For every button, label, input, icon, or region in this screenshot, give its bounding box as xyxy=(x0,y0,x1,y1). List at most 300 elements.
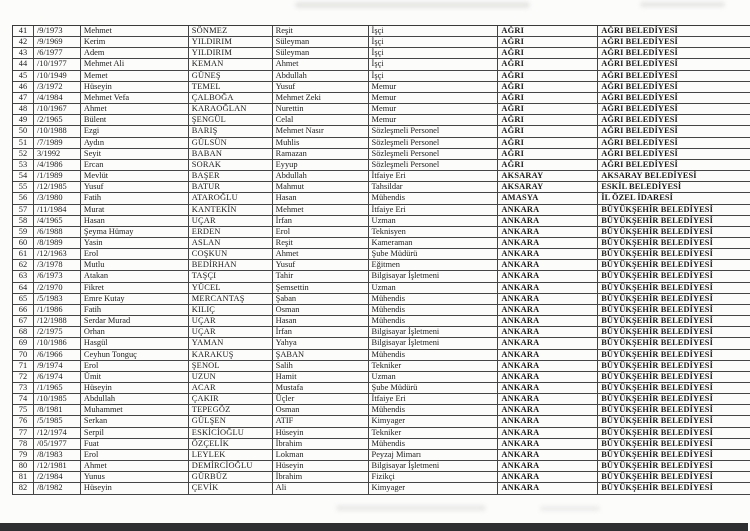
table-cell-first_name: Hüseyin xyxy=(81,82,189,92)
table-cell-province: ANKARA xyxy=(498,271,598,281)
table-cell-first_name: Memet xyxy=(81,71,189,81)
table-cell-father_name: Abdullah xyxy=(273,171,369,181)
table-cell-row_no: 56 xyxy=(13,193,34,203)
table-cell-birth_date: /2/1984 xyxy=(34,472,81,482)
table-cell-occupation: Memur xyxy=(369,93,499,103)
table-cell-first_name: Mutlu xyxy=(81,260,189,270)
table-cell-father_name: Eyyup xyxy=(273,160,369,170)
table-cell-organization: AĞRI BELEDİYESİ xyxy=(601,70,678,80)
table-row xyxy=(13,350,750,361)
table-cell-organization: AĞRI BELEDİYESİ xyxy=(601,148,678,158)
personnel-table xyxy=(12,25,750,495)
table-cell-province: ANKARA xyxy=(498,216,598,226)
table-cell-organization: BÜYÜKŞEHİR BELEDİYESİ xyxy=(601,260,713,270)
table-cell-province: AĞRI xyxy=(498,82,598,92)
table-cell-occupation: Memur xyxy=(369,115,499,125)
table-row xyxy=(13,249,750,260)
table-cell-organization: BÜYÜKŞEHİR BELEDİYESİ xyxy=(601,461,713,471)
table-cell-birth_date: /8/1983 xyxy=(34,450,81,460)
table-cell-occupation: Sözleşmeli Personel xyxy=(369,138,499,148)
table-cell-last_name: YILDIRIM xyxy=(189,37,273,47)
table-cell-row_no: 65 xyxy=(13,294,34,304)
table-cell-row_no: 47 xyxy=(13,93,34,103)
table-row xyxy=(13,416,750,427)
table-cell-occupation: Mühendis xyxy=(369,316,499,326)
table-cell-row_no: 61 xyxy=(13,249,34,259)
table-cell-last_name: UÇAR xyxy=(189,216,273,226)
table-cell-first_name: Şeyma Hümay xyxy=(81,227,189,237)
table-cell-birth_date: /10/1977 xyxy=(34,59,81,69)
table-row xyxy=(13,149,750,160)
table-row xyxy=(13,338,750,349)
table-cell-father_name: Hasan xyxy=(273,193,369,203)
table-row xyxy=(13,394,750,405)
table-cell-province: ANKARA xyxy=(498,472,598,482)
table-cell-province: ANKARA xyxy=(498,305,598,315)
table-row xyxy=(13,316,750,327)
table-row xyxy=(13,305,750,316)
table-row xyxy=(13,461,750,472)
table-cell-organization: BÜYÜKŞEHİR BELEDİYESİ xyxy=(601,371,713,381)
table-cell-province: ANKARA xyxy=(498,483,598,493)
table-cell-last_name: GÜNEŞ xyxy=(189,71,273,81)
table-cell-last_name: UZUN xyxy=(189,372,273,382)
table-row xyxy=(13,428,750,439)
table-cell-province: AKSARAY xyxy=(498,182,598,192)
table-cell-organization: BÜYÜKŞEHİR BELEDİYESİ xyxy=(601,327,713,337)
table-cell-occupation: Memur xyxy=(369,104,499,114)
table-cell-father_name: Ramazan xyxy=(273,149,369,159)
table-cell-occupation: Peyzaj Mimarı xyxy=(369,450,499,460)
table-cell-province: AĞRI xyxy=(498,59,598,69)
table-cell-birth_date: /12/1981 xyxy=(34,461,81,471)
table-cell-first_name: Erol xyxy=(81,361,189,371)
table-cell-organization: AĞRI BELEDİYESİ xyxy=(601,115,678,125)
table-cell-row_no: 43 xyxy=(13,48,34,58)
table-cell-organization: İL ÖZEL İDARESİ xyxy=(601,193,674,203)
table-cell-birth_date: /10/1988 xyxy=(34,126,81,136)
table-cell-last_name: KILIÇ xyxy=(189,305,273,315)
table-cell-occupation: Bilgisayar İşletmeni xyxy=(369,327,499,337)
table-row xyxy=(13,372,750,383)
table-cell-row_no: 54 xyxy=(13,171,34,181)
table-cell-father_name: Salih xyxy=(273,361,369,371)
table-cell-birth_date: /8/1989 xyxy=(34,238,81,248)
table-cell-province: ANKARA xyxy=(498,249,598,259)
table-cell-province: ANKARA xyxy=(498,205,598,215)
table-cell-father_name: Mahmut xyxy=(273,182,369,192)
table-cell-first_name: Mehmet xyxy=(81,26,189,36)
table-cell-last_name: YÜCEL xyxy=(189,283,273,293)
table-cell-first_name: Ahmet xyxy=(81,104,189,114)
table-cell-organization: BÜYÜKŞEHİR BELEDİYESİ xyxy=(601,483,713,493)
table-cell-father_name: Nurettin xyxy=(273,104,369,114)
table-cell-father_name: Süleyman xyxy=(273,48,369,58)
table-row xyxy=(13,271,750,282)
table-cell-row_no: 42 xyxy=(13,37,34,47)
table-cell-first_name: Ceyhun Tonguç xyxy=(81,350,189,360)
table-cell-occupation: Bilgisayar İşletmeni xyxy=(369,338,499,348)
table-cell-birth_date: /2/1965 xyxy=(34,115,81,125)
table-cell-province: ANKARA xyxy=(498,316,598,326)
table-cell-father_name: Reşit xyxy=(273,26,369,36)
table-cell-organization: AĞRI BELEDİYESİ xyxy=(601,59,678,69)
table-row xyxy=(13,71,750,82)
table-cell-father_name: İrfan xyxy=(273,216,369,226)
table-cell-organization: AĞRI BELEDİYESİ xyxy=(601,92,678,102)
table-cell-province: AĞRI xyxy=(498,71,598,81)
table-cell-occupation: Fizikçi xyxy=(369,472,499,482)
table-cell-birth_date: /1/1989 xyxy=(34,171,81,181)
table-cell-birth_date: /7/1989 xyxy=(34,138,81,148)
table-cell-last_name: ÇEVİK xyxy=(189,483,273,493)
table-cell-last_name: UÇAR xyxy=(189,316,273,326)
table-cell-father_name: Lokman xyxy=(273,450,369,460)
table-cell-organization: BÜYÜKŞEHİR BELEDİYESİ xyxy=(601,383,713,392)
table-cell-birth_date: /5/1985 xyxy=(34,416,81,426)
table-cell-occupation: İşçi xyxy=(369,71,499,81)
table-cell-row_no: 52 xyxy=(13,149,34,159)
table-cell-last_name: BAŞER xyxy=(189,171,273,181)
table-cell-occupation: Memur xyxy=(369,82,499,92)
table-cell-row_no: 77 xyxy=(13,428,34,438)
table-cell-occupation: Bilgisayar İşletmeni xyxy=(369,271,499,281)
table-row xyxy=(13,327,750,338)
table-cell-occupation: Uzman xyxy=(369,372,499,382)
table-cell-last_name: ŞENGÜL xyxy=(189,115,273,125)
table-cell-occupation: Kimyager xyxy=(369,483,499,493)
table-cell-last_name: BARIŞ xyxy=(189,126,273,136)
table-cell-province: ANKARA xyxy=(498,439,598,449)
table-cell-occupation: Sözleşmeli Personel xyxy=(369,160,499,170)
table-cell-first_name: Atakan xyxy=(81,271,189,281)
table-cell-first_name: Serkan xyxy=(81,416,189,426)
table-cell-row_no: 60 xyxy=(13,238,34,248)
table-cell-birth_date: /6/1977 xyxy=(34,48,81,58)
table-cell-organization: BÜYÜKŞEHİR BELEDİYESİ xyxy=(601,472,713,482)
table-cell-province: AĞRI xyxy=(498,138,598,148)
table-cell-last_name: YILDIRIM xyxy=(189,48,273,58)
table-cell-birth_date: /10/1949 xyxy=(34,71,81,81)
table-row xyxy=(13,193,750,204)
table-cell-province: AMASYA xyxy=(498,193,598,203)
table-cell-birth_date: /6/1974 xyxy=(34,372,81,382)
table-cell-last_name: TEMEL xyxy=(189,82,273,92)
scan-artifact xyxy=(336,505,486,511)
table-cell-row_no: 53 xyxy=(13,160,34,170)
table-cell-father_name: Erol xyxy=(273,227,369,237)
table-row xyxy=(13,82,750,93)
table-cell-last_name: GÜRBÜZ xyxy=(189,472,273,482)
table-cell-province: AĞRI xyxy=(498,37,598,47)
table-cell-province: ANKARA xyxy=(498,238,598,248)
table-cell-row_no: 76 xyxy=(13,416,34,426)
table-cell-province: ANKARA xyxy=(498,461,598,471)
table-cell-organization: BÜYÜKŞEHİR BELEDİYESİ xyxy=(601,282,713,292)
table-cell-last_name: GÜLŞEN xyxy=(189,416,273,426)
table-cell-organization: BÜYÜKŞEHİR BELEDİYESİ xyxy=(601,215,713,225)
table-cell-occupation: Tekniker xyxy=(369,361,499,371)
table-row xyxy=(13,138,750,149)
table-cell-first_name: Yasin xyxy=(81,238,189,248)
table-cell-organization: ESKİL BELEDİYESİ xyxy=(601,182,682,192)
table-cell-father_name: Mustafa xyxy=(273,383,369,393)
table-row xyxy=(13,283,750,294)
table-cell-row_no: 55 xyxy=(13,182,34,192)
table-cell-occupation: Sözleşmeli Personel xyxy=(369,126,499,136)
table-row xyxy=(13,227,750,238)
table-row xyxy=(13,171,750,182)
table-cell-first_name: Hüseyin xyxy=(81,383,189,393)
table-cell-first_name: Mevlüt xyxy=(81,171,189,181)
table-cell-last_name: DEMİRCİOĞLU xyxy=(189,461,273,471)
table-cell-organization: BÜYÜKŞEHİR BELEDİYESİ xyxy=(601,237,713,247)
table-cell-row_no: 75 xyxy=(13,405,34,415)
table-cell-province: ANKARA xyxy=(498,350,598,360)
table-cell-province: AĞRI xyxy=(498,48,598,58)
table-cell-organization: BÜYÜKŞEHİR BELEDİYESİ xyxy=(601,293,713,303)
table-cell-row_no: 59 xyxy=(13,227,34,237)
table-row xyxy=(13,126,750,137)
table-cell-birth_date: /4/1965 xyxy=(34,216,81,226)
table-cell-province: ANKARA xyxy=(498,361,598,371)
table-row xyxy=(13,59,750,70)
table-cell-last_name: ERDEN xyxy=(189,227,273,237)
table-cell-first_name: Hüseyin xyxy=(81,483,189,493)
table-cell-row_no: 57 xyxy=(13,205,34,215)
table-cell-father_name: Mehmet xyxy=(273,205,369,215)
table-cell-occupation: Mühendis xyxy=(369,305,499,315)
table-cell-occupation: İşçi xyxy=(369,48,499,58)
table-cell-province: AĞRI xyxy=(498,26,598,36)
table-cell-organization: AĞRI BELEDİYESİ xyxy=(601,159,678,169)
table-cell-first_name: Orhan xyxy=(81,327,189,337)
table-cell-birth_date: /6/1988 xyxy=(34,227,81,237)
table-cell-first_name: Serpil xyxy=(81,428,189,438)
table-cell-last_name: ÖZÇELİK xyxy=(189,439,273,449)
table-cell-father_name: Üçler xyxy=(273,394,369,404)
table-cell-first_name: Abdullah xyxy=(81,394,189,404)
table-cell-row_no: 78 xyxy=(13,439,34,449)
table-cell-birth_date: /5/1983 xyxy=(34,294,81,304)
table-cell-first_name: Bülent xyxy=(81,115,189,125)
table-cell-province: ANKARA xyxy=(498,372,598,382)
table-cell-organization: AĞRI BELEDİYESİ xyxy=(601,26,678,35)
table-cell-organization: AĞRI BELEDİYESİ xyxy=(601,126,678,136)
table-cell-organization: BÜYÜKŞEHİR BELEDİYESİ xyxy=(601,204,713,214)
table-cell-occupation: Tahsildar xyxy=(369,182,499,192)
table-cell-province: ANKARA xyxy=(498,383,598,393)
table-cell-last_name: TEPEGÖZ xyxy=(189,405,273,415)
table-cell-birth_date: /05/1977 xyxy=(34,439,81,449)
table-cell-birth_date: /11/1984 xyxy=(34,205,81,215)
table-row xyxy=(13,472,750,483)
table-cell-father_name: Şemsettin xyxy=(273,283,369,293)
table-cell-organization: AĞRI BELEDİYESİ xyxy=(601,48,678,58)
table-cell-last_name: BABAN xyxy=(189,149,273,159)
table-cell-father_name: Yusuf xyxy=(273,82,369,92)
table-cell-first_name: Ezgi xyxy=(81,126,189,136)
table-cell-last_name: KEMAN xyxy=(189,59,273,69)
table-cell-birth_date: /6/1973 xyxy=(34,271,81,281)
table-cell-organization: BÜYÜKŞEHİR BELEDİYESİ xyxy=(601,349,713,359)
table-cell-birth_date: /10/1985 xyxy=(34,394,81,404)
table-cell-first_name: Muhammet xyxy=(81,405,189,415)
table-cell-organization: BÜYÜKŞEHİR BELEDİYESİ xyxy=(601,226,713,236)
table-cell-first_name: Fatih xyxy=(81,193,189,203)
table-cell-first_name: Kerim xyxy=(81,37,189,47)
table-cell-last_name: SORAK xyxy=(189,160,273,170)
table-cell-organization: BÜYÜKŞEHİR BELEDİYESİ xyxy=(601,316,713,326)
table-cell-province: AĞRI xyxy=(498,93,598,103)
table-cell-birth_date: 3/1992 xyxy=(34,149,81,159)
table-cell-province: AĞRI xyxy=(498,115,598,125)
table-cell-row_no: 69 xyxy=(13,338,34,348)
table-cell-first_name: Mehmet Ali xyxy=(81,59,189,69)
table-cell-father_name: Hüseyin xyxy=(273,461,369,471)
table-cell-province: ANKARA xyxy=(498,405,598,415)
table-cell-birth_date: /9/1969 xyxy=(34,37,81,47)
table-cell-last_name: KANTEKİN xyxy=(189,205,273,215)
table-cell-occupation: İşçi xyxy=(369,26,499,36)
table-cell-organization: AĞRI BELEDİYESİ xyxy=(601,137,678,147)
table-cell-first_name: Hasgül xyxy=(81,338,189,348)
table-row xyxy=(13,260,750,271)
table-cell-row_no: 74 xyxy=(13,394,34,404)
table-cell-occupation: İtfaiye Eri xyxy=(369,171,499,181)
table-cell-organization: BÜYÜKŞEHİR BELEDİYESİ xyxy=(601,304,713,314)
table-cell-first_name: Mehmet Vefa xyxy=(81,93,189,103)
table-cell-last_name: TAŞÇI xyxy=(189,271,273,281)
table-cell-first_name: Erol xyxy=(81,249,189,259)
table-cell-organization: BÜYÜKŞEHİR BELEDİYESİ xyxy=(601,271,713,281)
table-cell-occupation: Bilgisayar İşletmeni xyxy=(369,461,499,471)
table-cell-first_name: Fatih xyxy=(81,305,189,315)
table-cell-first_name: Ahmet xyxy=(81,461,189,471)
table-cell-father_name: Muhlis xyxy=(273,138,369,148)
table-cell-birth_date: /8/1982 xyxy=(34,483,81,493)
table-cell-last_name: BATUR xyxy=(189,182,273,192)
table-cell-father_name: ATIF xyxy=(273,416,369,426)
table-row xyxy=(13,405,750,416)
table-cell-last_name: UÇAR xyxy=(189,327,273,337)
table-cell-occupation: İtfaiye Eri xyxy=(369,394,499,404)
table-cell-birth_date: /1/1986 xyxy=(34,305,81,315)
table-cell-province: ANKARA xyxy=(498,260,598,270)
table-cell-occupation: İşçi xyxy=(369,37,499,47)
table-cell-organization: AĞRI BELEDİYESİ xyxy=(601,81,678,91)
table-cell-organization: BÜYÜKŞEHİR BELEDİYESİ xyxy=(601,394,713,404)
table-cell-last_name: BEDİRHAN xyxy=(189,260,273,270)
table-cell-row_no: 45 xyxy=(13,71,34,81)
table-cell-first_name: Seyit xyxy=(81,149,189,159)
table-cell-occupation: İşçi xyxy=(369,59,499,69)
table-cell-occupation: Uzman xyxy=(369,216,499,226)
table-cell-first_name: Hasan xyxy=(81,216,189,226)
table-cell-father_name: Ali xyxy=(273,483,369,493)
table-cell-birth_date: /9/1973 xyxy=(34,26,81,36)
table-row xyxy=(13,450,750,461)
table-cell-occupation: Teknisyen xyxy=(369,227,499,237)
table-cell-birth_date: /10/1986 xyxy=(34,338,81,348)
table-cell-birth_date: /6/1966 xyxy=(34,350,81,360)
table-cell-father_name: Tahir xyxy=(273,271,369,281)
table-cell-organization: BÜYÜKŞEHİR BELEDİYESİ xyxy=(601,338,713,348)
table-cell-last_name: YAMAN xyxy=(189,338,273,348)
table-cell-father_name: Şaban xyxy=(273,294,369,304)
table-cell-last_name: MERCANTAŞ xyxy=(189,294,273,304)
table-cell-occupation: İtfaiye Eri xyxy=(369,205,499,215)
table-cell-father_name: Hamit xyxy=(273,372,369,382)
table-cell-province: ANKARA xyxy=(498,338,598,348)
table-cell-father_name: Süleyman xyxy=(273,37,369,47)
table-cell-father_name: Hüseyin xyxy=(273,428,369,438)
table-cell-row_no: 73 xyxy=(13,383,34,393)
table-row xyxy=(13,383,750,394)
table-cell-row_no: 46 xyxy=(13,82,34,92)
table-row xyxy=(13,93,750,104)
scan-artifact xyxy=(295,2,530,8)
table-cell-occupation: Mühendis xyxy=(369,350,499,360)
table-cell-father_name: Yahya xyxy=(273,338,369,348)
table-cell-first_name: Erol xyxy=(81,450,189,460)
table-cell-row_no: 48 xyxy=(13,104,34,114)
table-cell-last_name: KARAKUŞ xyxy=(189,350,273,360)
table-cell-last_name: ESKİCİOĞLU xyxy=(189,428,273,438)
table-cell-row_no: 58 xyxy=(13,216,34,226)
table-cell-last_name: ÇAKIR xyxy=(189,394,273,404)
table-cell-last_name: LEYLEK xyxy=(189,450,273,460)
table-row xyxy=(13,26,750,37)
table-cell-occupation: Sözleşmeli Personel xyxy=(369,149,499,159)
table-row xyxy=(13,238,750,249)
table-cell-province: ANKARA xyxy=(498,450,598,460)
table-cell-occupation: Uzman xyxy=(369,283,499,293)
table-cell-father_name: ŞABAN xyxy=(273,350,369,360)
table-cell-row_no: 64 xyxy=(13,283,34,293)
table-cell-birth_date: /12/1988 xyxy=(34,316,81,326)
table-cell-occupation: Eğitmen xyxy=(369,260,499,270)
table-row xyxy=(13,37,750,48)
table-cell-first_name: Murat xyxy=(81,205,189,215)
table-cell-row_no: 70 xyxy=(13,350,34,360)
table-cell-last_name: COŞKUN xyxy=(189,249,273,259)
table-cell-father_name: İrfan xyxy=(273,327,369,337)
table-cell-father_name: Osman xyxy=(273,405,369,415)
table-cell-row_no: 62 xyxy=(13,260,34,270)
table-row xyxy=(13,182,750,193)
table-cell-father_name: Ahmet xyxy=(273,249,369,259)
table-cell-birth_date: /12/1985 xyxy=(34,182,81,192)
table-cell-birth_date: /2/1970 xyxy=(34,283,81,293)
table-cell-father_name: Mehmet Zeki xyxy=(273,93,369,103)
table-cell-row_no: 79 xyxy=(13,450,34,460)
scan-artifact xyxy=(640,2,725,7)
table-cell-first_name: Aydın xyxy=(81,138,189,148)
table-cell-organization: BÜYÜKŞEHİR BELEDİYESİ xyxy=(601,416,713,426)
table-cell-father_name: İbrahim xyxy=(273,472,369,482)
table-cell-father_name: İbrahim xyxy=(273,439,369,449)
table-cell-row_no: 71 xyxy=(13,361,34,371)
table-cell-father_name: Celal xyxy=(273,115,369,125)
table-cell-birth_date: /10/1967 xyxy=(34,104,81,114)
table-cell-province: AĞRI xyxy=(498,160,598,170)
table-cell-organization: BÜYÜKŞEHİR BELEDİYESİ xyxy=(601,249,713,259)
table-row xyxy=(13,439,750,450)
table-cell-organization: BÜYÜKŞEHİR BELEDİYESİ xyxy=(601,438,713,448)
table-cell-first_name: Emre Kutay xyxy=(81,294,189,304)
table-cell-birth_date: /2/1975 xyxy=(34,327,81,337)
